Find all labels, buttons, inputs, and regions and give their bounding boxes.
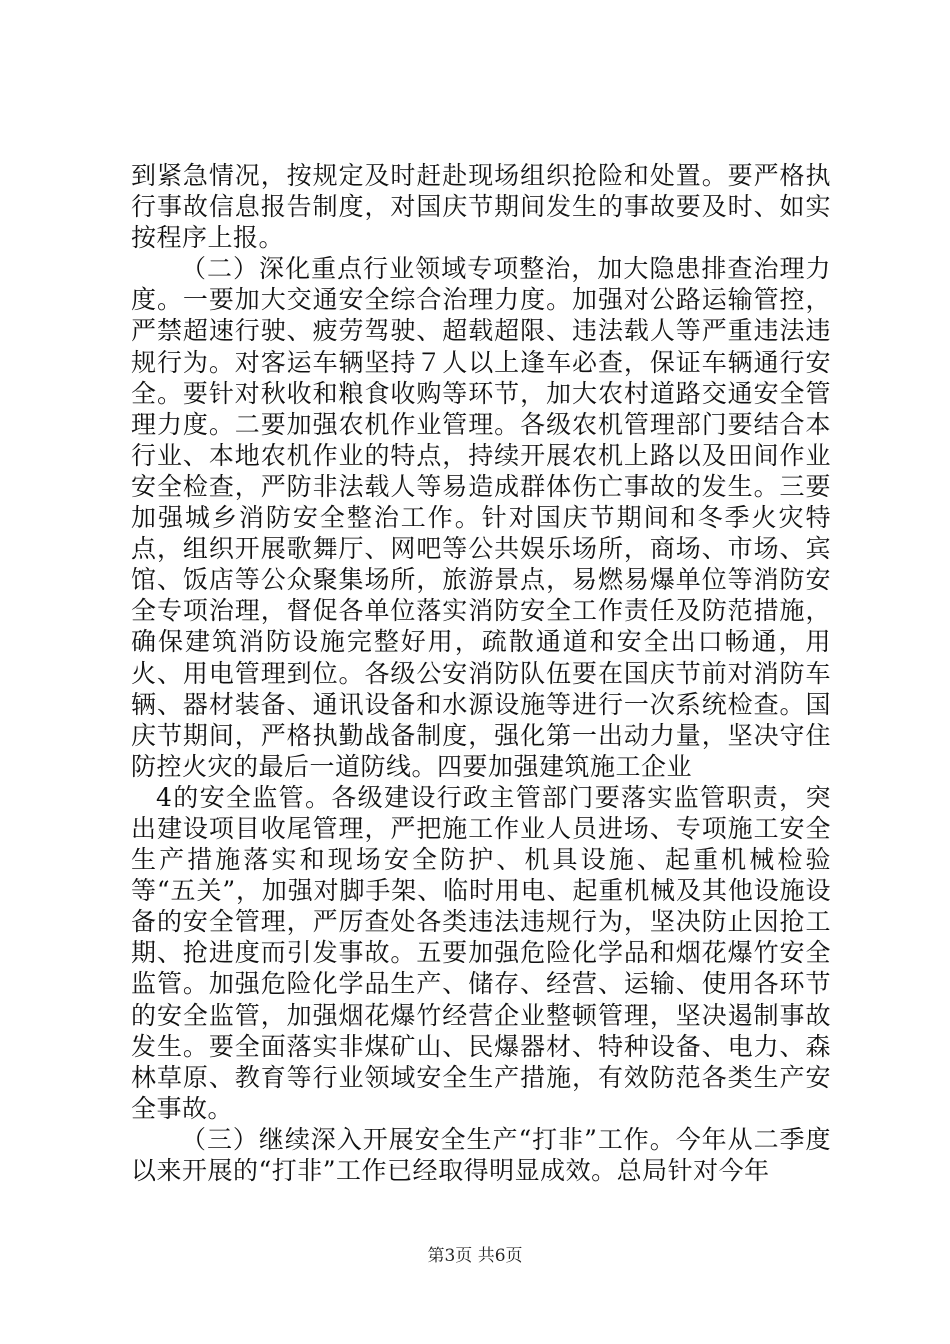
page-footer: 第3页 共6页: [427, 1246, 523, 1266]
paragraph-continuation: 到紧急情况，按规定及时赶赴现场组织抢险和处置。要严格执行事故信息报告制度，对国庆节期间发生的事故要及时、如实按程序上报。: [131, 161, 831, 253]
document-body: [131, 160, 831, 1186]
paragraph-safety-supervision: 4的安全监管。各级建设行政主管部门要落实监管职责，突出建设项目收尾管理，严把施工作业人员进场、专项施工安全生产措施落实和现场安全防护、机具设施、起重机械检验等“五关”，加强对脚手架、临时用电、起重机械及其他设施设备的安全管理，严厉查处各类违法违规行为，坚决防止因抢工期、抢进度而引发事故。五要加强危险化学品和烟花爆竹安全监管。加强危险化学品生产、储存、经营、运输、使用各环节的安全监管，加强烟花爆竹经营企业整顿管理，坚决遏制事故发生。要全面落实非煤矿山、民爆器材、特种设备、电力、森林草原、教育等行业领域安全生产措施，有效防范各类生产安全事故。: [131, 782, 831, 1123]
paragraph-section-3: （三）继续深入开展安全生产“打非”工作。今年从二季度以来开展的“打非”工作已经取得明显成效。总局针对今年: [131, 1124, 831, 1185]
paragraph-section-2: （二）深化重点行业领域专项整治，加大隐患排查治理力度。一要加大交通安全综合治理力度。加强对公路运输管控，严禁超速行驶、疲劳驾驶、超载超限、违法载人等严重违法违规行为。对客运车辆坚持７人以上逢车必查，保证车辆通行安全。要针对秋收和粮食收购等环节，加大农村道路交通安全管理力度。二要加强农机作业管理。各级农机管理部门要结合本行业、本地农机作业的特点，持续开展农机上路以及田间作业安全检查，严防非法载人等易造成群体伤亡事故的发生。三要加强城乡消防安全整治工作。针对国庆节期间和冬季火灾特点，组织开展歌舞厅、网吧等公共娱乐场所，商场、市场、宾馆、饭店等公众聚集场所，旅游景点，易燃易爆单位等消防安全专项治理，督促各单位落实消防安全工作责任及防范措施，确保建筑消防设施完整好用，疏散通道和安全出口畅通，用火、用电管理到位。各级公安消防队伍要在国庆节前对消防车辆、器材装备、通讯设备和水源设施等进行一次系统检查。国庆节期间，严格执勤战备制度，强化第一出动力量，坚决守住防控火灾的最后一道防线。四要加强建筑施工企业: [131, 254, 831, 781]
